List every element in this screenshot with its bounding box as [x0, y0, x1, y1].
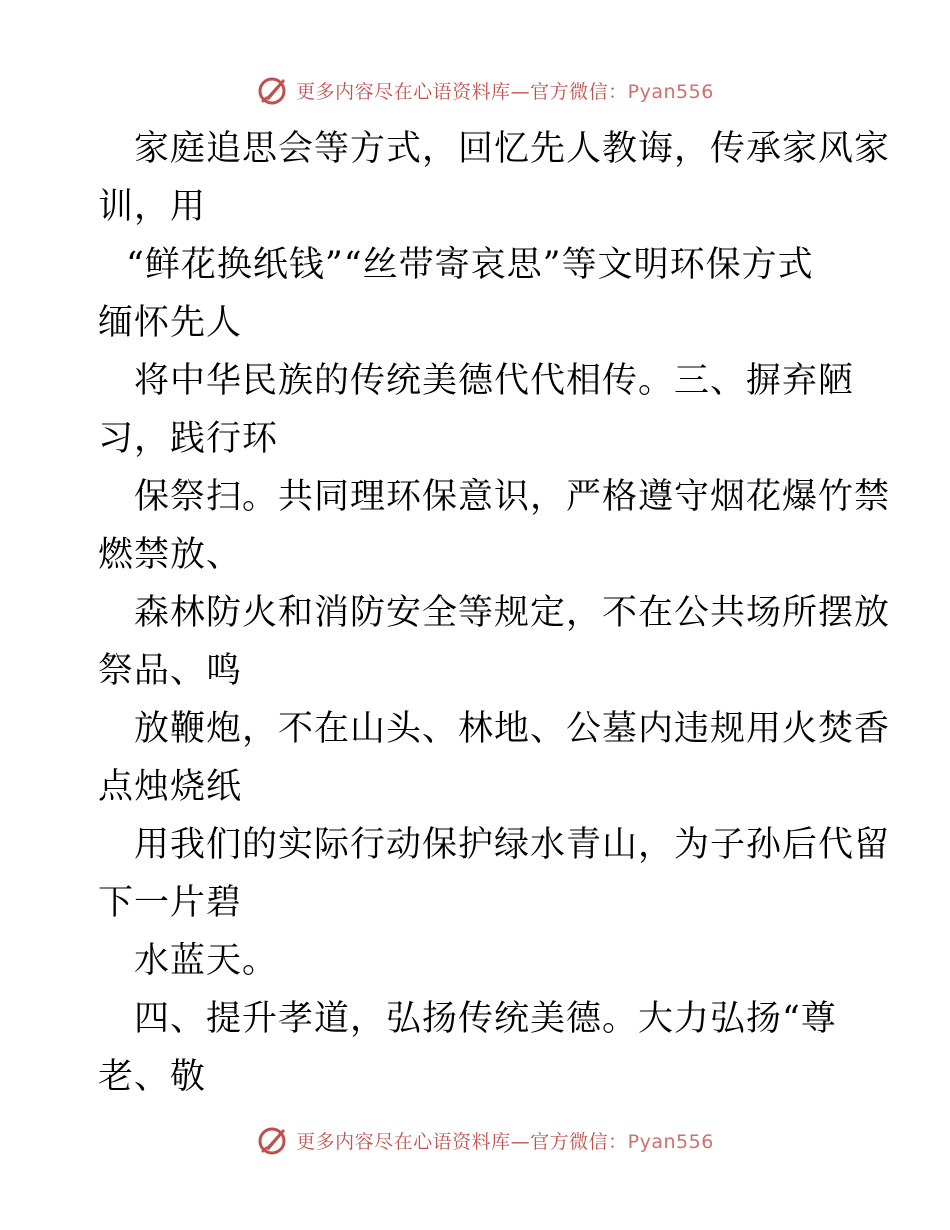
body-line: 用我们的实际行动保护绿水青山，为子孙后代留: [134, 825, 891, 865]
body-line: 祭品、鸣: [98, 651, 243, 691]
footer-watermark-text: [296, 1127, 714, 1154]
body-line: 将中华民族的传统美德代代相传。三、摒弃陋: [134, 361, 855, 401]
body-line: “鲜花换纸钱”“丝带寄哀思”等文明环保方式: [126, 245, 814, 285]
footer-watermark-inner: [256, 1123, 714, 1157]
body-line: 点烛烧纸: [98, 767, 243, 807]
body-line: 习，践行环: [98, 419, 279, 459]
body-line: 保祭扫。共同理环保意识，严格遵守烟花爆竹禁: [134, 477, 891, 517]
header-text: 更多内容尽在心语资料库—官方微信：: [296, 80, 628, 103]
body-line: 老、敬: [98, 1057, 207, 1097]
body-line: 四、提升孝道，弘扬传统美德。大力弘扬“尊: [134, 999, 837, 1039]
header-watermark-inner: [256, 73, 714, 107]
footer-text: 更多内容尽在心语资料库—官方微信：: [296, 1130, 628, 1153]
quill-pen-logo-icon: [256, 1123, 290, 1157]
footer-wechat-id: Pyan556: [627, 1130, 714, 1153]
body-line: 家庭追思会等方式，回忆先人教诲，传承家风家: [134, 129, 891, 169]
footer-watermark: [0, 1120, 950, 1160]
body-line: 下一片碧: [98, 883, 243, 923]
body-line: 森林防火和消防安全等规定，不在公共场所摆放: [134, 593, 891, 633]
body-line: 水蓝天。: [134, 941, 279, 981]
header-watermark-text: [296, 77, 714, 104]
body-line: 燃禁放、: [98, 535, 243, 575]
document-body: [98, 120, 891, 1106]
body-line: 放鞭炮，不在山头、林地、公墓内违规用火焚香: [134, 709, 891, 749]
body-line: 缅怀先人: [98, 303, 243, 343]
header-wechat-id: Pyan556: [627, 80, 714, 103]
header-watermark: [0, 70, 950, 110]
quill-pen-logo-icon: [256, 73, 290, 107]
body-line: 训，用: [98, 187, 207, 227]
